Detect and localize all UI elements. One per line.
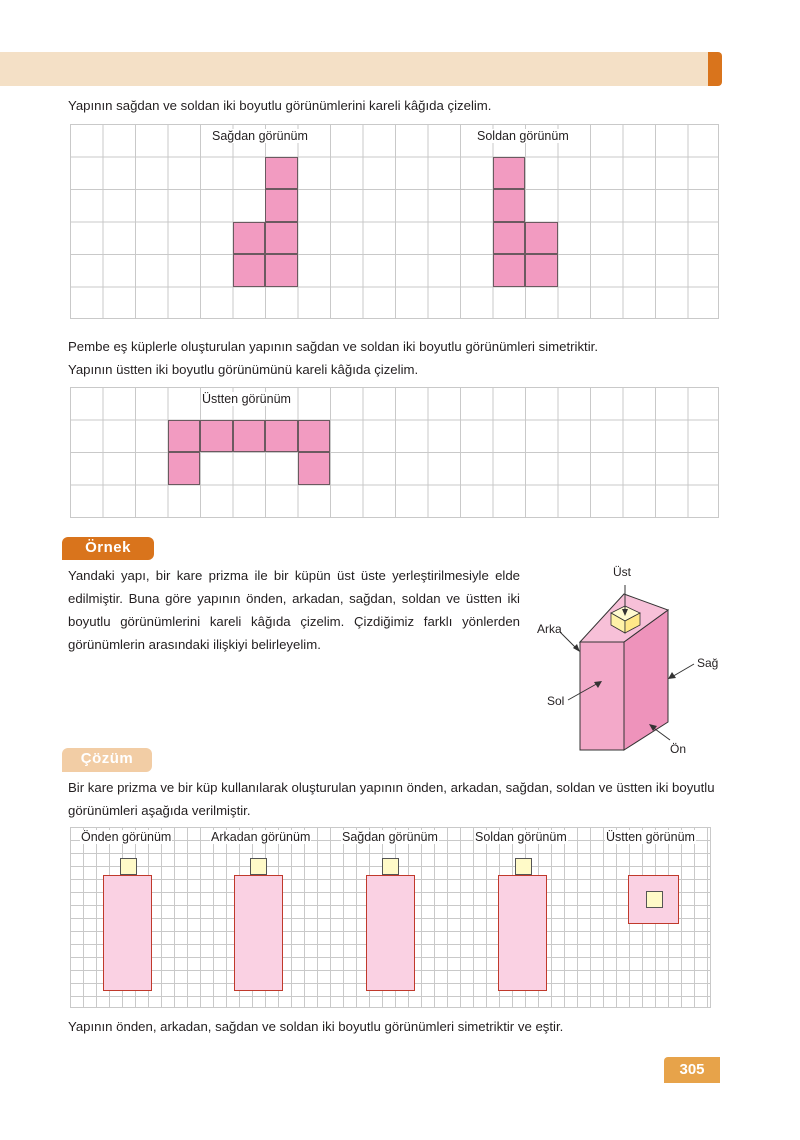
symmetry-text: Pembe eş küplerle oluşturulan yapının sağdan ve soldan iki boyutlu görünümleri simetriktir. <box>68 339 598 354</box>
label-left-view-2: Soldan görünüm <box>475 830 567 844</box>
label-on: Ön <box>670 742 687 756</box>
cube-view <box>120 858 137 875</box>
label-arka: Arka <box>537 622 562 636</box>
intro-text: Yapının sağdan ve soldan iki boyutlu görünümlerini kareli kâğıda çizelim. <box>68 98 492 113</box>
cube-cell <box>200 420 233 453</box>
cube-cell <box>233 254 266 287</box>
cube-cell <box>525 222 558 255</box>
label-sol: Sol <box>547 694 565 708</box>
cube-cell <box>493 157 526 190</box>
prism-front-face <box>580 642 624 750</box>
conclusion-text: Yapının önden, arkadan, sağdan ve soldan iki boyutlu görünümleri simetriktir ve eştir. <box>68 1019 564 1034</box>
cube-cell <box>265 254 298 287</box>
label-right-view-2: Sağdan görünüm <box>342 830 438 844</box>
cube-cell <box>265 157 298 190</box>
cube-cell <box>233 420 266 453</box>
cube-view <box>250 858 267 875</box>
cube-cell <box>493 254 526 287</box>
page-number: 305 <box>664 1057 720 1083</box>
cube-cell <box>298 452 331 485</box>
cube-cell <box>168 420 201 453</box>
arrowhead <box>573 644 580 652</box>
label-ust: Üst <box>613 565 631 579</box>
label-top-view-2: Üstten görünüm <box>606 830 695 844</box>
label-back-view: Arkadan görünüm <box>211 830 311 844</box>
cube-cell <box>493 189 526 222</box>
cube-cell <box>265 222 298 255</box>
label-top-view: Üstten görünüm <box>202 392 291 406</box>
label-sag: Sağ <box>697 656 719 670</box>
example-text: Yandaki yapı, bir kare prizma ile bir küpün üst üste yerleştirilmesiyle elde edilmiştir. Buna göre yapının önden, arkadan, sağdan, soldan ve üstten iki boyutlu görünümlerini kareli kâğıda çizelim. Çizdiğimiz farklı yönlerden görünümlerin arasındaki ilişkiyi belirleyelim. <box>68 568 520 652</box>
top-view-text: Yapının üstten iki boyutlu görünümünü kareli kâğıda çizelim. <box>68 362 419 377</box>
grid-five-views <box>70 827 711 1008</box>
label-left-view: Soldan görünüm <box>477 129 569 143</box>
prism-view <box>366 875 415 991</box>
header-bar <box>0 52 708 86</box>
cube-view <box>382 858 399 875</box>
prism-view <box>103 875 152 991</box>
grid-top-view <box>70 387 719 518</box>
cube-cell <box>298 420 331 453</box>
header-tab <box>708 52 722 86</box>
example-badge: Örnek <box>62 537 154 560</box>
cube-top-view <box>646 891 663 908</box>
solution-text: Bir kare prizma ve bir küp kullanılarak oluşturulan yapının önden, arkadan, sağdan, soldan ve üstten iki boyutlu görünümleri aşağıda verilmiştir. <box>68 780 715 818</box>
prism-view <box>234 875 283 991</box>
grid-side-views <box>70 124 719 319</box>
cube-cell <box>493 222 526 255</box>
cube-cell <box>168 452 201 485</box>
cube-view <box>515 858 532 875</box>
prism-view <box>498 875 547 991</box>
cube-cell <box>265 420 298 453</box>
cube-cell <box>233 222 266 255</box>
solution-badge: Çözüm <box>62 748 152 772</box>
cube-cell <box>525 254 558 287</box>
label-right-view: Sağdan görünüm <box>212 129 308 143</box>
cube-cell <box>265 189 298 222</box>
label-front-view: Önden görünüm <box>81 830 172 844</box>
